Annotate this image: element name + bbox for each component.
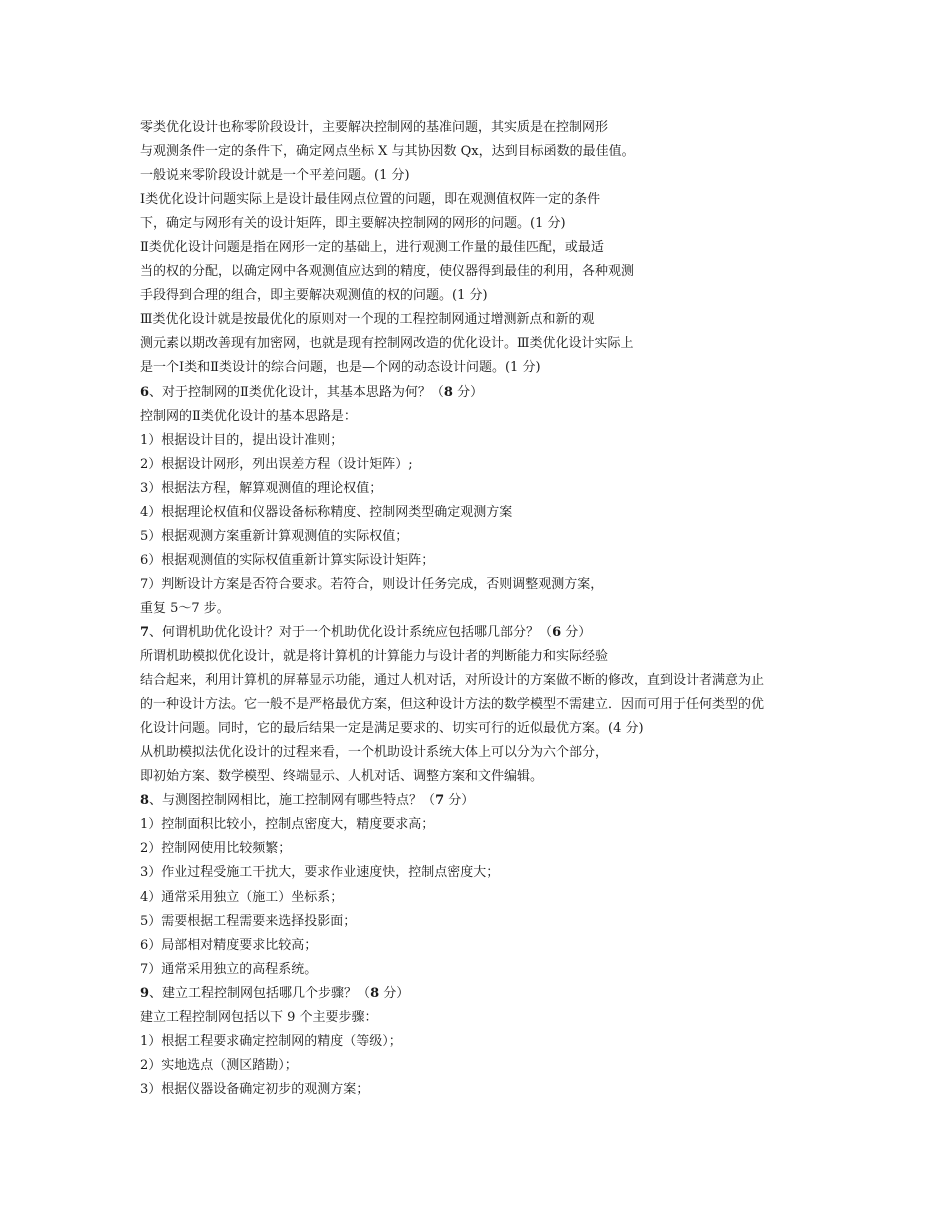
question-text: 、对于控制网的Ⅱ类优化设计，其基本思路为何？（ xyxy=(149,384,444,400)
question-heading xyxy=(140,621,830,645)
question-text: 、与测图控制网相比，施工控制网有哪些特点？（ xyxy=(149,793,436,809)
text-line: 下，确定与网形有关的设计矩阵，即主要解决控制网的网形的问题。(1 分) xyxy=(140,216,566,232)
text-line: 6）根据观测值的实际权值重新计算实际设计矩阵； xyxy=(140,552,435,568)
text-line: 当的权的分配，以确定网中各观测值应达到的精度，使仪器得到最佳的利用，各种观测 xyxy=(140,264,635,280)
text-line: 3）根据法方程，解算观测值的理论权值； xyxy=(140,480,383,496)
question-score-unit: 分） xyxy=(444,793,475,809)
question-text: 、建立工程控制网包括哪几个步骤？（ xyxy=(149,985,371,1001)
text-line: 1）控制面积比较小，控制点密度大，精度要求高； xyxy=(140,817,435,833)
question-score: 8 xyxy=(370,985,380,1001)
question-score: 6 xyxy=(552,624,562,640)
text-line: 零类优化设计也称零阶段设计，主要解决控制网的基准问题，其实质是在控制网形 xyxy=(140,120,609,135)
text-line: 3）作业过程受施工干扰大，要求作业速度快，控制点密度大； xyxy=(140,865,500,881)
question-text: 、何谓机助优化设计？对于一个机助优化设计系统应包括哪几部分？（ xyxy=(149,624,553,640)
text-line: 结合起来，利用计算机的屏幕显示功能，通过人机对话，对所设计的方案做不断的修改，直到设计者满意为止 xyxy=(140,673,765,689)
text-line: 6）局部相对精度要求比较高； xyxy=(140,937,318,953)
question-number: 8 xyxy=(140,793,150,809)
question-score: 7 xyxy=(435,793,445,809)
question-score-unit: 分） xyxy=(379,985,410,1001)
question-score-unit: 分） xyxy=(452,384,484,400)
document-body xyxy=(140,116,830,1102)
question-number: 9 xyxy=(140,985,150,1001)
question-heading xyxy=(140,789,830,813)
text-line: 是一个Ⅰ类和Ⅱ类设计的综合问题，也是—个网的动态设计问题。(1 分) xyxy=(140,360,541,376)
text-line: 2）控制网使用比较频繁； xyxy=(140,841,292,857)
text-line: 的一种设计方法。它一般不是严格最优方案，但这种设计方法的数学模型不需建立．因而可用于任何类型的优 xyxy=(140,697,765,713)
question-number: 6 xyxy=(140,384,150,400)
question-score-unit: 分） xyxy=(561,624,592,640)
text-line: 一般说来零阶段设计就是一个平差问题。(1 分) xyxy=(140,168,410,184)
text-line: 所谓机助模拟优化设计，就是将计算机的计算能力与设计者的判断能力和实际经验 xyxy=(140,649,609,665)
text-line: 控制网的Ⅱ类优化设计的基本思路是： xyxy=(140,408,357,424)
text-line: 5）根据观测方案重新计算观测值的实际权值； xyxy=(140,528,409,544)
text-line: 重复 5～7 步。 xyxy=(140,600,230,616)
text-line: 化设计问题。同时，它的最后结果一定是满足要求的、切实可行的近似最优方案。(4 分) xyxy=(140,721,644,737)
text-line: 与观测条件一定的条件下，确定网点坐标 X 与其协因数 Qx，达到目标函数的最佳值。 xyxy=(140,144,635,160)
text-line: 1）根据设计目的，提出设计准则； xyxy=(140,432,344,448)
question-score: 8 xyxy=(443,384,453,400)
text-line: 2）根据设计网形，列出误差方程（设计矩阵）; xyxy=(140,456,413,472)
text-line: Ⅲ类优化设计就是按最优化的原则对一个现的工程控制网通过增测新点和新的观 xyxy=(140,312,595,328)
text-line: 7）判断设计方案是否符合要求。若符合，则设计任务完成，否则调整观测方案， xyxy=(140,576,604,592)
text-line: 3）根据仪器设备确定初步的观测方案； xyxy=(140,1081,370,1097)
text-line: 从机助模拟法优化设计的过程来看，一个机助设计系统大体上可以分为六个部分， xyxy=(140,745,609,761)
text-line: 测元素以期改善现有加密网，也就是现有控制网改造的优化设计。Ⅲ类优化设计实际上 xyxy=(140,336,634,352)
question-number: 7 xyxy=(140,624,150,640)
question-heading xyxy=(140,982,830,1006)
text-line: 1）根据工程要求确定控制网的精度（等级）； xyxy=(140,1033,402,1049)
text-line: 手段得到合理的组合，即主要解决观测值的权的问题。(1 分) xyxy=(140,288,488,304)
text-line: Ⅰ类优化设计问题实际上是设计最佳网点位置的问题，即在观测值权阵一定的条件 xyxy=(140,192,601,208)
text-line: 2）实地选点（测区踏勘）； xyxy=(140,1057,298,1073)
text-line: 即初始方案、数学模型、终端显示、人机对话、调整方案和文件编辑。 xyxy=(140,769,544,785)
text-line: 4）根据理论权值和仪器设备标称精度、控制网类型确定观测方案 xyxy=(140,504,513,520)
text-line: 5）需要根据工程需要来选择投影面； xyxy=(140,913,357,929)
text-line: 建立工程控制网包括以下 9 个主要步骤： xyxy=(140,1009,378,1025)
question-heading xyxy=(140,381,830,405)
text-line: 4）通常采用独立（施工）坐标系； xyxy=(140,889,344,905)
text-line: 7）通常采用独立的高程系统。 xyxy=(140,961,318,977)
text-line: Ⅱ类优化设计问题是指在网形一定的基础上，进行观测工作量的最佳匹配，或最适 xyxy=(140,240,604,256)
